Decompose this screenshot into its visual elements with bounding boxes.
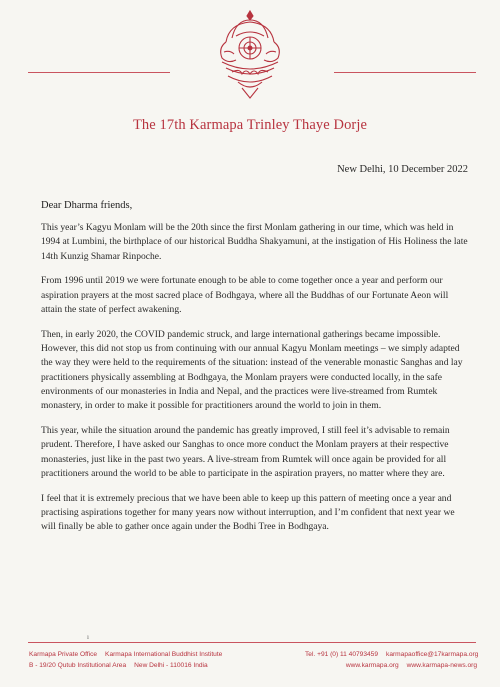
footer-rule bbox=[28, 642, 476, 643]
footer-email-link[interactable]: karmapaoffice@17karmapa.org bbox=[386, 651, 479, 658]
paragraph: I feel that it is extremely precious that we have been able to keep up this pattern of meeting once a year and practising aspirations together for many years now without interruption, and I’m confident that next year we will finally be able to gather once again under the Bodhi Tree in Bodhgaya. bbox=[41, 492, 455, 533]
footer-website-link[interactable]: www.karmapa.org bbox=[345, 661, 399, 669]
footer-street: B - 19/20 Qutub Institutional Area bbox=[29, 661, 127, 669]
paragraph: From 1996 until 2019 we were fortunate enough to be able to come together once a year and perform our aspiration prayers at the most sacred place of Bodhgaya, where all the Buddhas of our Fortunate Aeon will attain the state of perfect awakening. bbox=[41, 275, 449, 315]
salutation: Dear Dharma friends, bbox=[41, 200, 133, 211]
header-rule-right bbox=[334, 72, 476, 73]
karmapa-emblem-icon bbox=[212, 8, 288, 102]
header-rule-left bbox=[28, 72, 170, 73]
footer-address bbox=[29, 650, 289, 671]
footer-office: Karmapa Private Office bbox=[29, 651, 98, 658]
letter-date: New Delhi, 10 December 2022 bbox=[337, 164, 468, 175]
paragraph: Then, in early 2020, the COVID pandemic struck, and large international gatherings became impossible. However, this did not stop us from continuing with our annual Kagyu Monlam meetings – we simply adapted the way they were held to the requirements of the situation: instead of the venerable monastic Sanghas and lay practitioners physically assembling at Bodhgaya, the Monlam prayers were conducted locally, in the safe environments of our monasteries in India and Nepal, and the practices were live-streamed from Rumtek monastery, in order to make it possible for practitioners around the world to join in them. bbox=[41, 328, 463, 412]
letterhead-title: The 17th Karmapa Trinley Thaye Dorje bbox=[132, 117, 368, 133]
footer-contact bbox=[305, 650, 477, 671]
footer-phone: Tel. +91 (0) 11 40793459 bbox=[305, 651, 379, 658]
footer-city: New Delhi - 110016 India bbox=[134, 661, 208, 669]
page-mark: ı bbox=[87, 633, 89, 641]
letter-body bbox=[41, 221, 471, 545]
paragraph: This year, while the situation around the pandemic has greatly improved, I still feel it’s advisable to remain prudent. Therefore, I have asked our Sanghas to once more conduct the Monlam prayers at their respective monasteries, just like in the past two years. A live-stream from Rumtek will once again be provided for all practitioners around the world to be able to participate in the aspiration prayers, no matter where they are. bbox=[41, 425, 450, 479]
paragraph: This year’s Kagyu Monlam will be the 20th since the first Monlam gathering in our time, which was held in 1994 at Lumbini, the birthplace of our historical Buddha Shakyamuni, at the instigation of His Holiness the late 14th Kunzig Shamar Rinpoche. bbox=[41, 222, 468, 262]
footer-institute: Karmapa International Buddhist Institute bbox=[105, 651, 223, 658]
footer-news-link[interactable]: www.karmapa-news.org bbox=[406, 661, 477, 669]
